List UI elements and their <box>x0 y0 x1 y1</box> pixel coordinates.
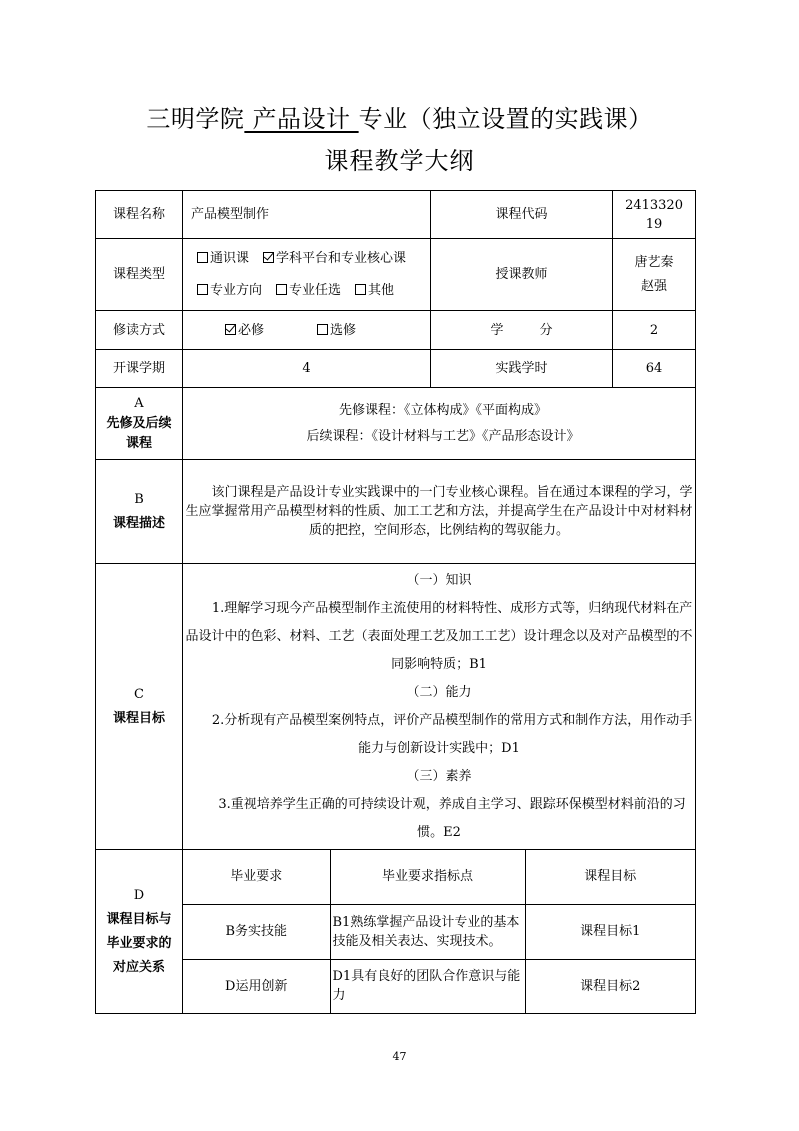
option-other[interactable] <box>355 272 394 310</box>
course-code-line1: 2413320 <box>625 197 683 213</box>
course-code-label: 课程代码 <box>431 191 613 239</box>
course-code-value <box>613 191 696 239</box>
option-label: 其他 <box>368 282 395 298</box>
document-subtitle: 课程教学大纲 <box>324 147 475 175</box>
semester-label: 开课学期 <box>96 350 183 388</box>
study-mode-label: 修读方式 <box>96 311 183 350</box>
followup-courses: 后续课程：《设计材料与工艺》《产品形态设计》 <box>306 428 580 444</box>
option-label: 通识课 <box>210 250 250 266</box>
practice-hours-value: 64 <box>613 350 696 388</box>
course-name-label: 课程名称 <box>96 191 183 239</box>
section-b-label <box>96 460 183 564</box>
document-title <box>0 103 799 135</box>
objective-knowledge-heading: （一）知识 <box>406 572 472 588</box>
course-description: 该门课程是产品设计专业实践课中的一门专业核心课程。旨在通过本课程的学习，学生应掌握常用产品模型材料的性质、加工工艺和方法，并提高学生在产品设计中对材料材质的把控，空间形态，比例结构的驾驭能力。 <box>183 460 696 564</box>
section-b-label-text: 课程描述 <box>112 515 165 531</box>
section-d-label <box>96 850 183 1014</box>
section-b-letter: B <box>134 491 144 507</box>
credit-label <box>431 311 613 350</box>
credit-label-1: 学 <box>490 322 504 338</box>
row-2-requirement: D运用创新 <box>183 959 330 1013</box>
semester-value: 4 <box>183 350 431 388</box>
section-d-content <box>183 850 696 1014</box>
section-a-label <box>96 388 183 460</box>
option-label: 学科平台和专业核心课 <box>276 250 407 266</box>
checkbox-icon[interactable] <box>197 252 208 263</box>
section-c-label <box>96 564 183 850</box>
study-mode-options <box>183 311 431 350</box>
section-a-letter: A <box>134 395 144 411</box>
objective-ability-text: 2.分析现有产品模型案例特点，评价产品模型制作的常用方式和制作方法，用作动手能力与创新设计实践中；D1 <box>211 712 693 756</box>
section-c-letter: C <box>134 686 144 702</box>
credit-value: 2 <box>613 311 696 350</box>
section-d-label-line3: 对应关系 <box>112 959 165 975</box>
objective-ability-heading: （二）能力 <box>406 684 472 700</box>
teacher-value <box>613 239 696 311</box>
checkbox-icon[interactable] <box>197 284 208 295</box>
section-d-letter: D <box>133 887 145 903</box>
section-a-content <box>183 388 696 460</box>
checkbox-icon[interactable] <box>355 284 366 295</box>
option-required[interactable] <box>191 321 317 340</box>
section-a-label-line2: 课程 <box>125 435 152 451</box>
section-c-content <box>183 564 696 850</box>
checkbox-checked-icon[interactable] <box>225 324 236 335</box>
option-label: 选修 <box>330 322 357 338</box>
option-label: 专业任选 <box>289 282 342 298</box>
row-2-objective: 课程目标2 <box>525 959 695 1013</box>
row-1-requirement: B务实技能 <box>183 904 330 959</box>
practice-hours-label: 实践学时 <box>431 350 613 388</box>
title-suffix: 专业（独立设置的实践课） <box>358 105 653 133</box>
objective-literacy-heading: （三）素养 <box>406 768 472 784</box>
checkbox-icon[interactable] <box>276 284 287 295</box>
page-number: 47 <box>392 1050 407 1063</box>
section-a-label-line1: 先修及后续 <box>106 415 172 431</box>
header-indicator-point: 毕业要求指标点 <box>330 850 525 904</box>
option-direction[interactable] <box>197 272 262 310</box>
checkbox-icon[interactable] <box>317 324 328 335</box>
teacher-label: 授课教师 <box>431 239 613 311</box>
checkbox-checked-icon[interactable] <box>263 252 274 263</box>
title-major: 产品设计 <box>244 105 359 133</box>
section-d-label-line1: 课程目标与 <box>106 911 172 927</box>
prerequisite-courses: 先修课程：《立体构成》《平面构成》 <box>339 402 548 418</box>
option-label: 必修 <box>238 322 265 338</box>
header-course-objective: 课程目标 <box>525 850 695 904</box>
teacher-2: 赵强 <box>641 278 668 294</box>
objective-literacy-text: 3.重视培养学生正确的可持续设计观，养成自主学习、跟踪环保模型材料前沿的习惯。E2 <box>218 796 686 840</box>
option-optional[interactable] <box>317 323 356 338</box>
row-2-indicator: D1具有良好的团队合作意识与能力 <box>330 959 525 1013</box>
title-prefix: 三明学院 <box>146 105 245 133</box>
header-graduation-requirement: 毕业要求 <box>183 850 330 904</box>
course-name-value: 产品模型制作 <box>183 191 431 239</box>
option-elective[interactable] <box>276 272 341 310</box>
option-label: 专业方向 <box>210 282 263 298</box>
course-code-line2: 19 <box>645 216 663 232</box>
objective-knowledge-text: 1.理解学习现今产品模型制作主流使用的材料特性、成形方式等，归纳现代材料在产品设计中的色彩、材料、工艺（表面处理工艺及加工工艺）设计理念以及对产品模型的不同影响特质；B1 <box>185 600 693 672</box>
section-d-label-line2: 毕业要求的 <box>106 935 172 951</box>
credit-label-2: 分 <box>539 322 553 338</box>
course-type-label: 课程类型 <box>96 239 183 311</box>
row-1-indicator: B1熟练掌握产品设计专业的基本技能及相关表达、实现技术。 <box>330 904 525 959</box>
section-c-label-text: 课程目标 <box>112 710 165 726</box>
requirements-mapping-table <box>183 850 695 1013</box>
teacher-1: 唐艺秦 <box>634 254 674 270</box>
syllabus-table <box>95 190 696 1014</box>
row-1-objective: 课程目标1 <box>525 904 695 959</box>
course-type-options <box>183 239 431 311</box>
